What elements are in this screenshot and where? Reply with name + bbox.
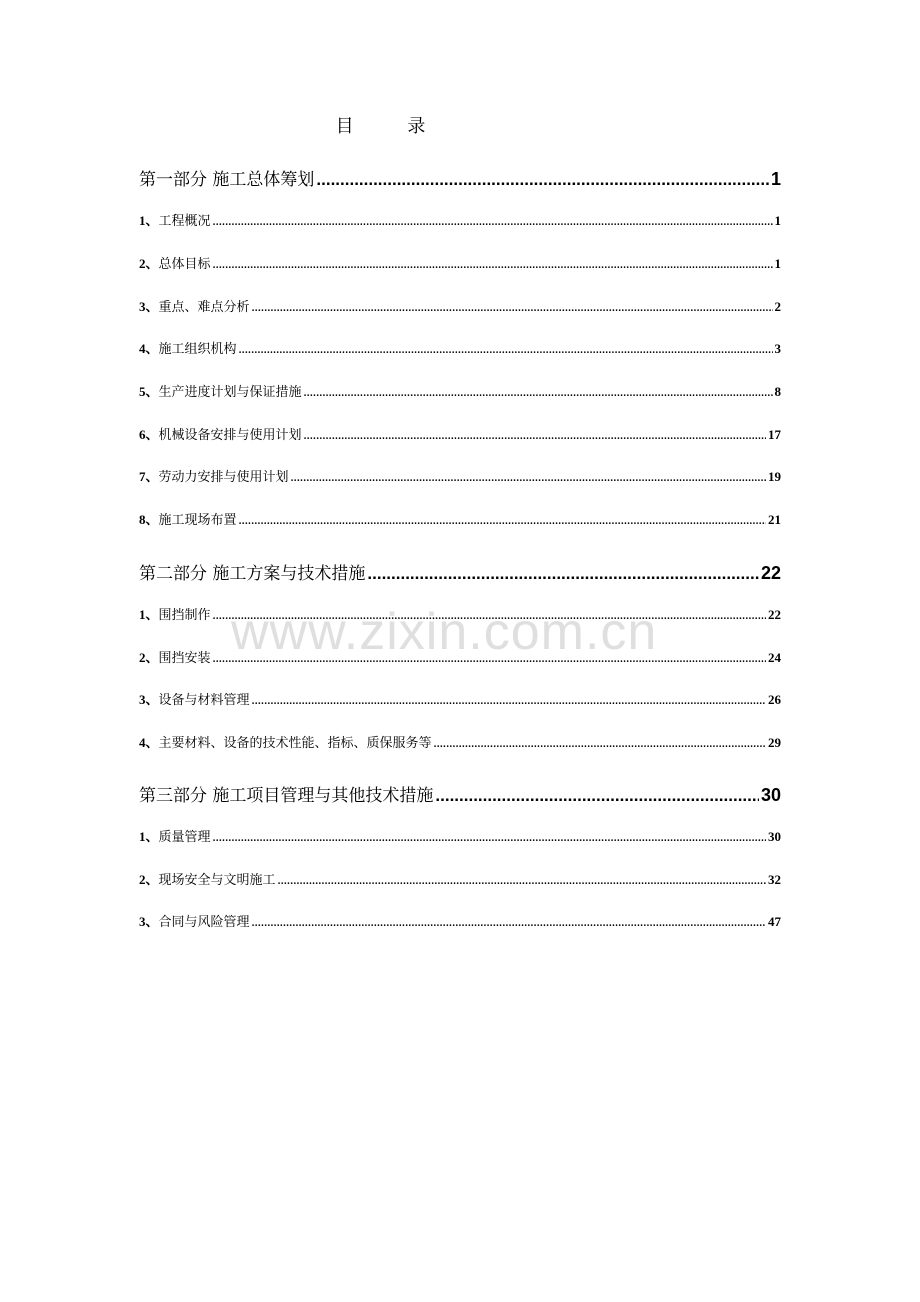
toc-section-title: 围挡安装 bbox=[158, 651, 211, 666]
toc-part-3[interactable] bbox=[139, 781, 781, 806]
toc-section-title: 施工现场布置 bbox=[158, 513, 237, 528]
toc-section-title: 工程概况 bbox=[158, 214, 211, 229]
toc-page-number: 1 bbox=[770, 169, 781, 189]
toc-leader-dots bbox=[435, 786, 759, 806]
toc-leader-dots bbox=[213, 261, 773, 271]
toc-page-number: 32 bbox=[768, 872, 781, 887]
toc-section-number: 2、 bbox=[139, 872, 159, 887]
toc-section[interactable] bbox=[139, 869, 781, 888]
toc-leader-dots bbox=[434, 740, 766, 750]
toc-section-title: 劳动力安排与使用计划 bbox=[158, 470, 289, 485]
toc-leader-dots bbox=[213, 218, 773, 228]
toc-page-number: 8 bbox=[774, 384, 781, 399]
toc-section-title: 重点、难点分析 bbox=[158, 300, 250, 315]
toc-page-number: 21 bbox=[768, 512, 781, 527]
toc-part-label: 第二部分 施工方案与技术措施 bbox=[139, 564, 366, 584]
toc-page-number: 47 bbox=[768, 914, 781, 929]
toc-section[interactable] bbox=[139, 647, 781, 666]
toc-part-label: 第一部分 施工总体筹划 bbox=[139, 170, 315, 190]
toc-section[interactable] bbox=[139, 604, 781, 623]
toc-section-title: 设备与材料管理 bbox=[158, 693, 250, 708]
toc-section-number: 2、 bbox=[139, 256, 159, 271]
toc-leader-dots bbox=[213, 612, 766, 622]
toc-leader-dots bbox=[278, 877, 766, 887]
toc-leader-dots bbox=[252, 697, 766, 707]
toc-section-number: 7、 bbox=[139, 469, 159, 484]
toc-section-number: 4、 bbox=[139, 735, 159, 750]
toc-section[interactable] bbox=[139, 826, 781, 845]
toc-leader-dots bbox=[252, 304, 773, 314]
toc-section-title: 总体目标 bbox=[158, 257, 211, 272]
toc-part-1[interactable] bbox=[139, 165, 781, 190]
toc-leader-dots bbox=[239, 346, 773, 356]
toc-page-number: 19 bbox=[768, 469, 781, 484]
toc-section-title: 围挡制作 bbox=[158, 608, 211, 623]
toc-section-title: 质量管理 bbox=[158, 830, 211, 845]
toc-part-label: 第三部分 施工项目管理与其他技术措施 bbox=[139, 786, 434, 806]
toc-leader-dots bbox=[239, 517, 766, 527]
toc-section-number: 1、 bbox=[139, 607, 159, 622]
toc-section[interactable] bbox=[139, 381, 781, 400]
toc-section[interactable] bbox=[139, 466, 781, 485]
toc-section-number: 3、 bbox=[139, 299, 159, 314]
toc-page-number: 22 bbox=[768, 607, 781, 622]
toc-section-title: 现场安全与文明施工 bbox=[158, 873, 276, 888]
toc-leader-dots bbox=[304, 389, 773, 399]
toc-section[interactable] bbox=[139, 689, 781, 708]
toc-section[interactable] bbox=[139, 210, 781, 229]
toc-part-2[interactable] bbox=[139, 559, 781, 584]
toc-page-number: 1 bbox=[774, 256, 781, 271]
toc-leader-dots bbox=[367, 564, 759, 584]
toc-section[interactable] bbox=[139, 509, 781, 528]
toc-page-number: 29 bbox=[768, 735, 781, 750]
toc-page-number: 26 bbox=[768, 692, 781, 707]
toc-page-number: 2 bbox=[774, 299, 781, 314]
watermark: www.zixin.com.cn bbox=[231, 603, 658, 661]
toc-section[interactable] bbox=[139, 911, 781, 930]
toc-title: 目 录 bbox=[335, 116, 450, 137]
toc-section-number: 2、 bbox=[139, 650, 159, 665]
toc-section-title: 合同与风险管理 bbox=[158, 915, 250, 930]
toc-section-number: 1、 bbox=[139, 213, 159, 228]
toc-section[interactable] bbox=[139, 424, 781, 443]
toc-page-number: 17 bbox=[768, 427, 781, 442]
toc-section[interactable] bbox=[139, 732, 781, 751]
toc-section[interactable] bbox=[139, 296, 781, 315]
toc-section-number: 1、 bbox=[139, 829, 159, 844]
toc-leader-dots bbox=[291, 474, 766, 484]
toc-section[interactable] bbox=[139, 338, 781, 357]
toc-section-number: 6、 bbox=[139, 427, 159, 442]
toc-section-number: 5、 bbox=[139, 384, 159, 399]
toc-section-number: 4、 bbox=[139, 341, 159, 356]
toc-section[interactable] bbox=[139, 253, 781, 272]
toc-section-title: 机械设备安排与使用计划 bbox=[158, 428, 302, 443]
toc-page-number: 3 bbox=[774, 341, 781, 356]
toc-section-title: 生产进度计划与保证措施 bbox=[158, 385, 302, 400]
toc-section-title: 主要材料、设备的技术性能、指标、质保服务等 bbox=[158, 736, 432, 751]
toc-page-number: 1 bbox=[774, 213, 781, 228]
toc-page-number: 30 bbox=[768, 829, 781, 844]
toc-section-number: 3、 bbox=[139, 914, 159, 929]
toc-section-number: 3、 bbox=[139, 692, 159, 707]
toc-leader-dots bbox=[213, 834, 766, 844]
toc-leader-dots bbox=[304, 432, 766, 442]
toc-section-number: 8、 bbox=[139, 512, 159, 527]
toc-leader-dots bbox=[252, 919, 766, 929]
toc-leader-dots bbox=[213, 655, 766, 665]
toc-page-number: 30 bbox=[760, 785, 781, 805]
toc-page-number: 24 bbox=[768, 650, 781, 665]
toc-page-number: 22 bbox=[760, 563, 781, 583]
toc-leader-dots bbox=[316, 170, 769, 190]
toc-section-title: 施工组织机构 bbox=[158, 342, 237, 357]
